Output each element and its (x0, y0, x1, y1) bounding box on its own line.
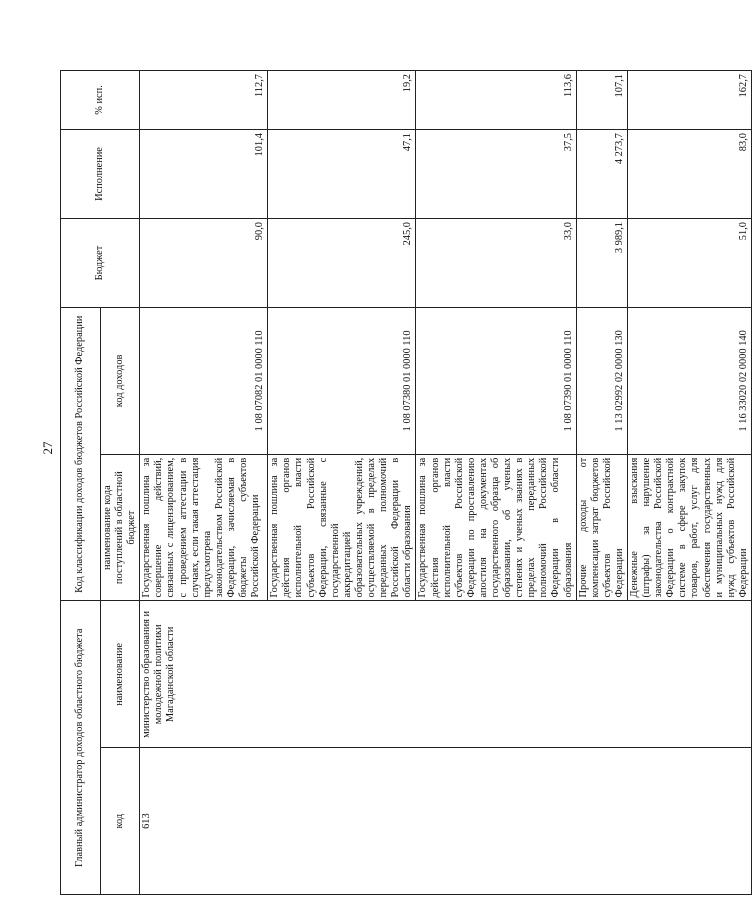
table-header-row (61, 71, 101, 895)
execution-value: 47,1 (268, 130, 416, 219)
execution-value: 37,5 (416, 130, 576, 219)
execution-value: 83,0 (628, 130, 752, 219)
percent-value: 162,7 (628, 71, 752, 130)
header-classification-group: Код классификации доходов бюджетов Российской Федерации (61, 308, 101, 602)
header-income-code: код доходов (101, 308, 140, 455)
income-code: 1 08 07082 01 0000 110 (140, 308, 268, 455)
percent-value: 113,6 (416, 71, 576, 130)
admin-name: министерство образования и молодежной политики Магаданской области (140, 601, 752, 748)
execution-value: 4 273,7 (576, 130, 627, 219)
budget-value: 33,0 (416, 219, 576, 308)
income-description: Государственная пошлина за действия органов исполнительной власти субъектов Российской Федерации по проставлению апостиля на документах государственного образца об образовании, об ученых степенях и ученых званиях в пределах переданных полномочий Российской Федерации в области образования (416, 454, 576, 601)
header-budget: Бюджет (61, 219, 140, 308)
percent-value: 107,1 (576, 71, 627, 130)
header-execution: Исполнение (61, 130, 140, 219)
admin-code: 613 (140, 748, 752, 895)
income-description: Государственная пошлина за действия органов исполнительной власти субъектов Российской Федерации, связанные с государственной аккредитацией образовательных учреждений, осуществляемой в пределах переданных полномочий Российской Федерации в области образования (268, 454, 416, 601)
budget-value: 90,0 (140, 219, 268, 308)
budget-value: 3 989,1 (576, 219, 627, 308)
revenue-table (60, 70, 752, 895)
header-code: код (101, 748, 140, 895)
income-description: Прочие доходы от компенсации затрат бюджетов субъектов Российской Федерации (576, 454, 627, 601)
header-percent: % исп. (61, 71, 140, 130)
rotated-page (60, 70, 749, 895)
income-code: 1 13 02992 02 0000 130 (576, 308, 627, 455)
percent-value: 19,2 (268, 71, 416, 130)
budget-value: 245,0 (268, 219, 416, 308)
table-row (140, 71, 268, 895)
income-code: 1 16 33020 02 0000 140 (628, 308, 752, 455)
percent-value: 112,7 (140, 71, 268, 130)
income-description: Денежные взыскания (штрафы) за нарушение законодательства Российской Федерации о контрактной системе в сфере закупок товаров, работ, услуг для обеспечения государственных и муниципальных нужд для нужд субъектов Российской Федерации (628, 454, 752, 601)
page-number: 27 (40, 441, 55, 455)
budget-value: 51,0 (628, 219, 752, 308)
income-code: 1 08 07390 01 0000 110 (416, 308, 576, 455)
execution-value: 101,4 (140, 130, 268, 219)
header-income-name: наименование кода поступлений в областной бюджет (101, 454, 140, 601)
income-code: 1 08 07380 01 0000 110 (268, 308, 416, 455)
header-name: наименование (101, 601, 140, 748)
income-description: Государственная пошлина за совершение действий, связанных с лицензированием, с проведением аттестации в случаях, если такая аттестация предусмотрена законодательством Российской Федерации, зачисляемая в бюджеты субъектов Российской Федерации (140, 454, 268, 601)
header-admin-group: Главный администратор доходов областного бюджета (61, 601, 101, 895)
